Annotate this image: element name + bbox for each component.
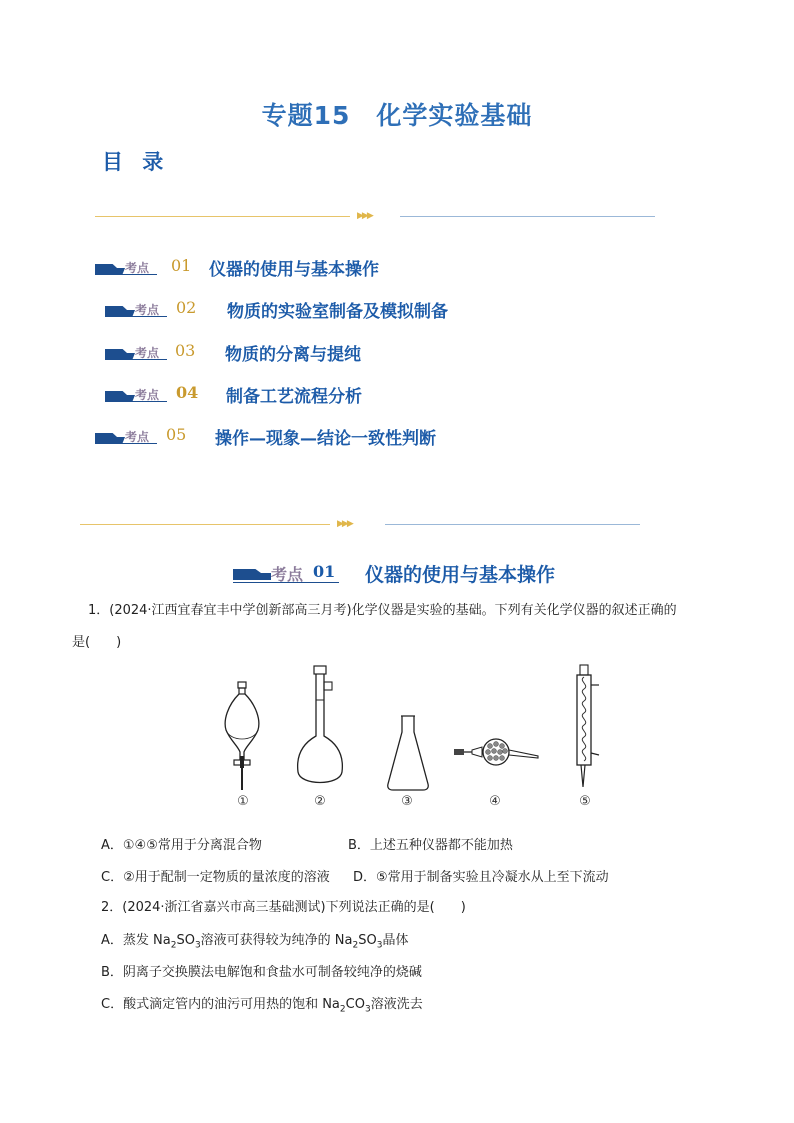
badge: 考点 [95, 429, 157, 443]
section-heading [233, 560, 593, 586]
badge: 考点 [105, 387, 167, 401]
toc-label: 仪器的使用与基本操作 [209, 260, 379, 280]
badge: 考点 01 [233, 566, 339, 584]
toc-number: 03 [175, 341, 196, 360]
toc-number: 01 [171, 256, 192, 275]
badge: 考点 [105, 345, 167, 359]
toc-number: 05 [166, 425, 187, 444]
question-1-line1: 1．(2024·江西宜春宜丰中学创新部高三月考)化学仪器是实验的基础。下列有关化学仪器的叙述正确的 [88, 603, 677, 618]
question-2-option-a[interactable]: A．蒸发 $Na_2SO_3$溶液可获得较为纯净的 $Na_2SO_3$晶体 [101, 933, 409, 951]
apparatus-label-3: ③ [401, 794, 413, 809]
apparatus-label-1: ① [237, 794, 249, 809]
question-1-line2: 是( ) [72, 635, 122, 650]
toc-item-01[interactable] [95, 256, 495, 280]
toc-item-02[interactable] [105, 298, 525, 322]
question-1-option-d[interactable]: D．⑤常用于制备实验且冷凝水从上至下流动 [353, 870, 609, 885]
toc-label: 制备工艺流程分析 [226, 387, 362, 407]
volumetric-flask-icon [292, 664, 348, 792]
divider-middle [80, 519, 640, 531]
toc-item-03[interactable] [105, 341, 505, 365]
toc-label: 操作—现象—结论一致性判断 [215, 429, 436, 449]
badge: 考点 [95, 260, 157, 274]
toc-item-05[interactable] [95, 425, 515, 449]
toc-heading: 目 录 [102, 150, 170, 174]
arrow-icon: ▶▶▶ [337, 519, 352, 529]
arrow-icon: ▶▶▶ [357, 211, 372, 221]
condenser-icon [566, 663, 606, 793]
question-1-option-c[interactable]: C．②用于配制一定物质的量浓度的溶液 [101, 870, 330, 885]
apparatus-label-5: ⑤ [579, 794, 591, 809]
conical-flask-icon [384, 714, 432, 792]
question-2-option-b[interactable]: B．阴离子交换膜法电解饱和食盐水可制备较纯净的烧碱 [101, 965, 422, 980]
question-2-stem: 2．(2024·浙江省嘉兴市高三基础测试)下列说法正确的是( ) [101, 900, 466, 915]
question-1-option-a[interactable]: A．①④⑤常用于分离混合物 [101, 838, 262, 853]
toc-number: 02 [176, 298, 197, 317]
apparatus-label-2: ② [314, 794, 326, 809]
badge: 考点 [105, 302, 167, 316]
toc-item-04[interactable] [105, 383, 505, 407]
toc-label: 物质的实验室制备及模拟制备 [227, 302, 448, 322]
toc-label: 物质的分离与提纯 [225, 345, 361, 365]
drying-tube-icon [452, 730, 542, 770]
document-title: 专题15 化学实验基础 [261, 101, 533, 130]
toc-number: 04 [176, 383, 199, 402]
divider-top [95, 211, 655, 223]
separatory-funnel-icon [218, 680, 268, 792]
question-1-option-b[interactable]: B．上述五种仪器都不能加热 [348, 838, 513, 853]
question-2-option-c[interactable]: C．酸式滴定管内的油污可用热的饱和 $Na_2CO_3$溶液洗去 [101, 997, 423, 1015]
section-title: 仪器的使用与基本操作 [365, 564, 556, 586]
apparatus-label-4: ④ [489, 794, 501, 809]
